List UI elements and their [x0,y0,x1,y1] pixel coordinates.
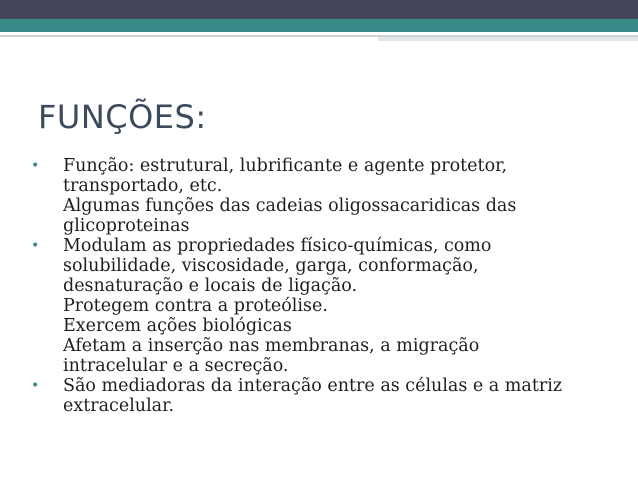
bullet-line: glicoproteinas [63,216,190,236]
bullet-line: extracelular. [63,396,175,416]
bullet-dot-icon: • [31,238,40,254]
bullet-dot-icon: • [31,378,40,394]
bullet-line: Exercem ações biológicas [63,316,292,336]
bullet-line: intracelular e a secreção. [63,356,289,376]
bullet-list [27,156,627,416]
bullet-dot-icon: • [31,158,40,174]
header-band-dark [0,0,638,19]
bullet-line: Afetam a inserção nas membranas, a migração [63,336,480,356]
bullet-item-modulation [27,236,627,376]
header-accent-line [378,37,638,41]
bullet-item-functions [27,156,627,236]
slide-title: FUNÇÕES: [38,98,207,136]
bullet-line: Algumas funções das cadeias oligossacaridicas das [63,196,517,216]
bullet-line: Protegem contra a proteólise. [63,296,328,316]
bullet-item-mediation [27,376,627,416]
bullet-line: Modulam as propriedades físico-químicas, como [63,236,492,256]
header-band-teal [0,19,638,32]
bullet-line: solubilidade, viscosidade, garga, conformação, [63,256,479,276]
bullet-line: Função: estrutural, lubrificante e agente protetor, [63,156,508,176]
bullet-line: desnaturação e locais de ligação. [63,276,358,296]
bullet-line: São mediadoras da interação entre as células e a matriz [63,376,563,396]
bullet-line: transportado, etc. [63,176,223,196]
